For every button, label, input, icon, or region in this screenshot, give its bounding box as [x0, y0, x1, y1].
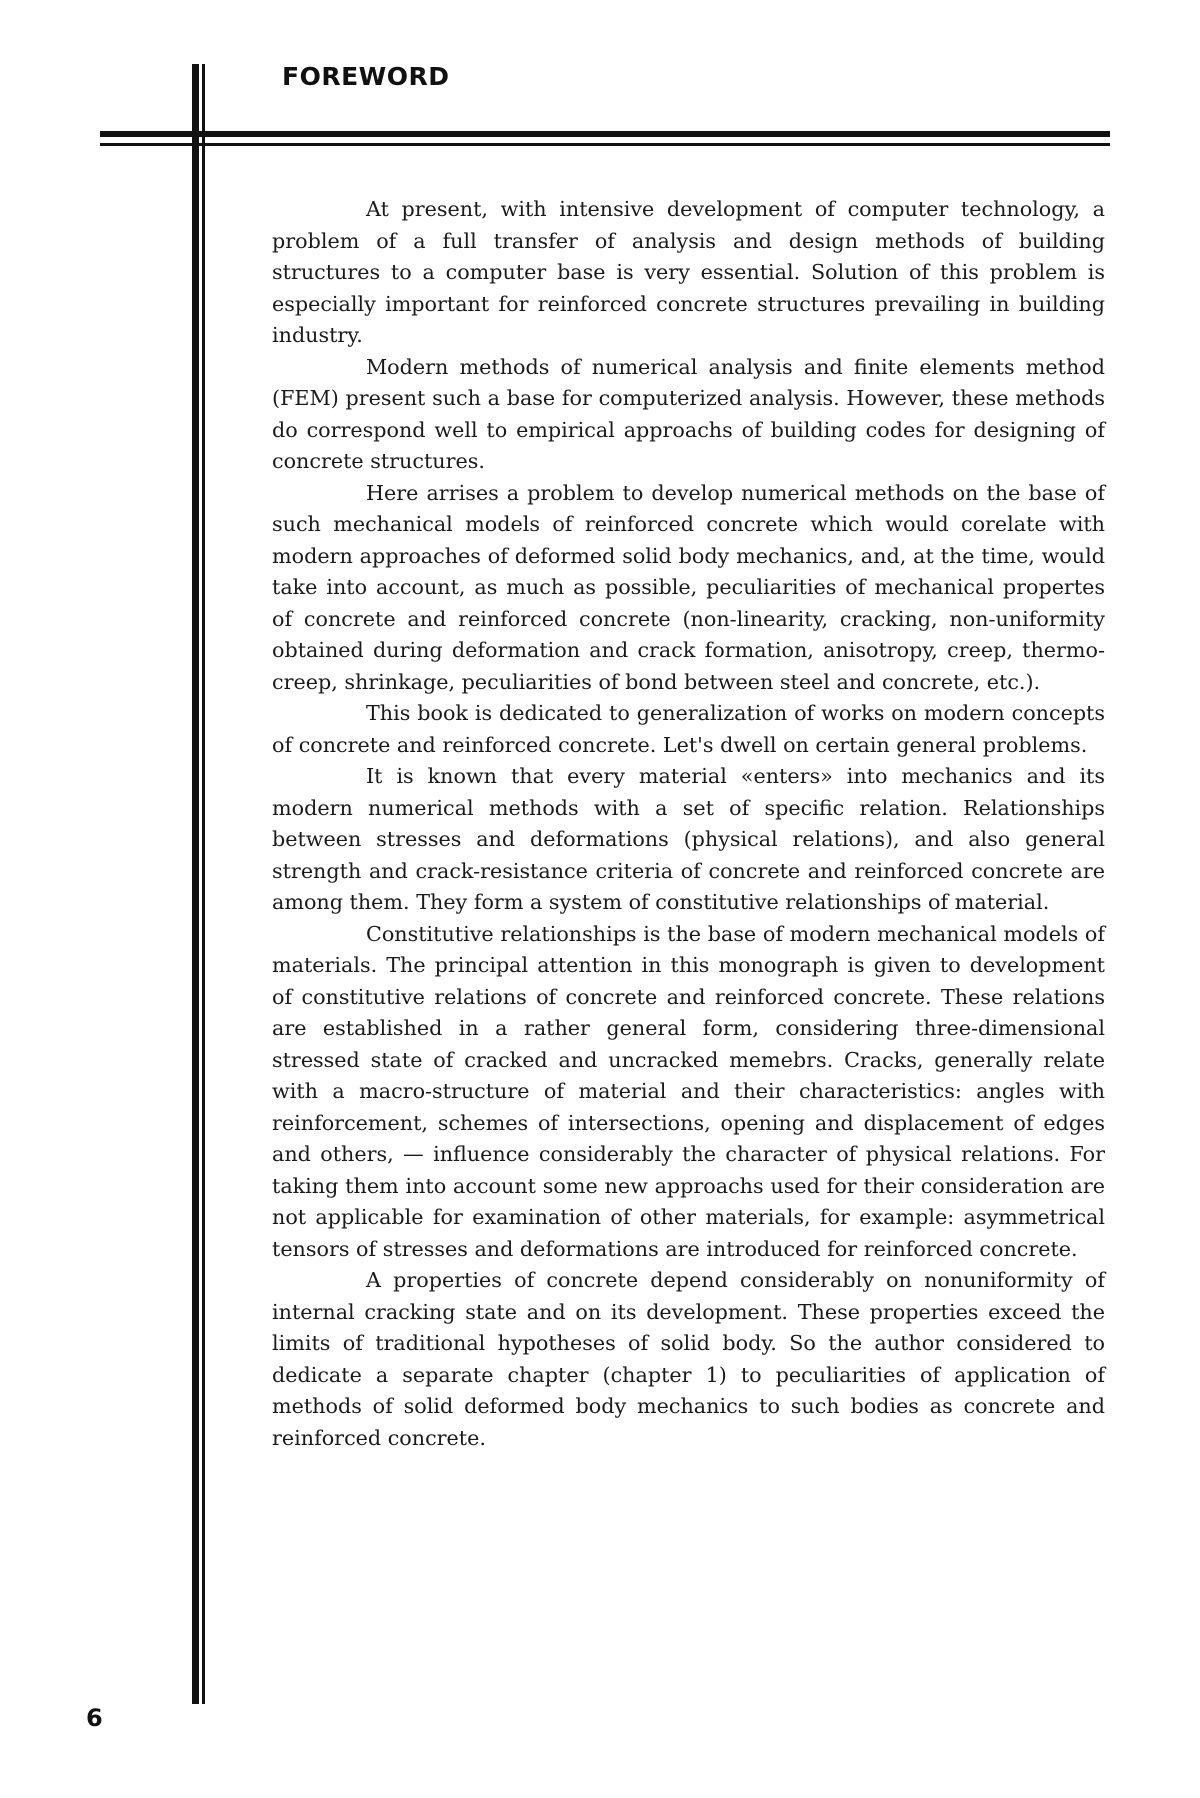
page-number: 6	[86, 1704, 103, 1732]
header-rule-thin	[100, 143, 1110, 146]
margin-rule-thick	[192, 64, 199, 1704]
paragraph: It is known that every material «enters» into mechanics and its modern numerical methods with a set of specific relation. Relationships between stresses and deformations (physical relations), and also general strength and crack-resistance criteria of concrete and reinforced concrete are among them. They form a system of constitutive relationships of material.	[272, 764, 1105, 914]
paragraph: This book is dedicated to generalization of works on modern concepts of concrete and reinforced concrete. Let's dwell on certain general problems.	[272, 701, 1105, 757]
paragraph: At present, with intensive development of computer technology, a problem of a full transfer of analysis and design methods of building structures to a computer base is very essential. Solution of this problem is especially important for reinforced concrete structures prevailing in building industry.	[272, 197, 1105, 347]
header-rule-thick	[100, 131, 1110, 137]
running-head: FOREWORD	[282, 62, 450, 91]
paragraph: Here arrises a problem to develop numerical methods on the base of such mechanical models of reinforced concrete which would corelate with modern approaches of deformed solid body mechanics, and, at the time, would take into account, as much as possible, peculiarities of mechanical propertes of concrete and reinforced concrete (non-linearity, cracking, non-uniformity obtained during deformation and crack formation, anisotropy, creep, thermo-creep, shrinkage, peculiarities of bond between steel and concrete, etc.).	[272, 480, 1105, 694]
paragraph: Modern methods of numerical analysis and finite elements method (FEM) present such a base for computerized analysis. However, these methods do correspond well to empirical approachs of building codes for designing of concrete structures.	[272, 354, 1105, 473]
paragraph: Constitutive relationships is the base of modern mechanical models of materials. The principal attention in this monograph is given to development of constitutive relations of concrete and reinforced concrete. These relations are established in a rather general form, considering three-dimensional stressed state of cracked and uncracked memebrs. Cracks, generally relate with a macro-structure of material and their characteristics: angles with reinforcement, schemes of intersections, opening and displacement of edges and others, — influence considerably the character of physical relations. For taking them into account some new approachs used for their consideration are not applicable for examination of other materials, for example: asymmetrical tensors of stresses and deformations are introduced for reinforced concrete.	[272, 921, 1105, 1261]
margin-rule-thin	[202, 64, 205, 1704]
foreword-body	[272, 194, 1105, 1454]
paragraph: A properties of concrete depend considerably on nonuniformity of internal cracking state and on its development. These properties exceed the limits of traditional hypotheses of solid body. So the author considered to dedicate a separate chapter (chapter 1) to peculiarities of application of methods of solid deformed body mechanics to such bodies as concrete and reinforced concrete.	[272, 1268, 1105, 1450]
